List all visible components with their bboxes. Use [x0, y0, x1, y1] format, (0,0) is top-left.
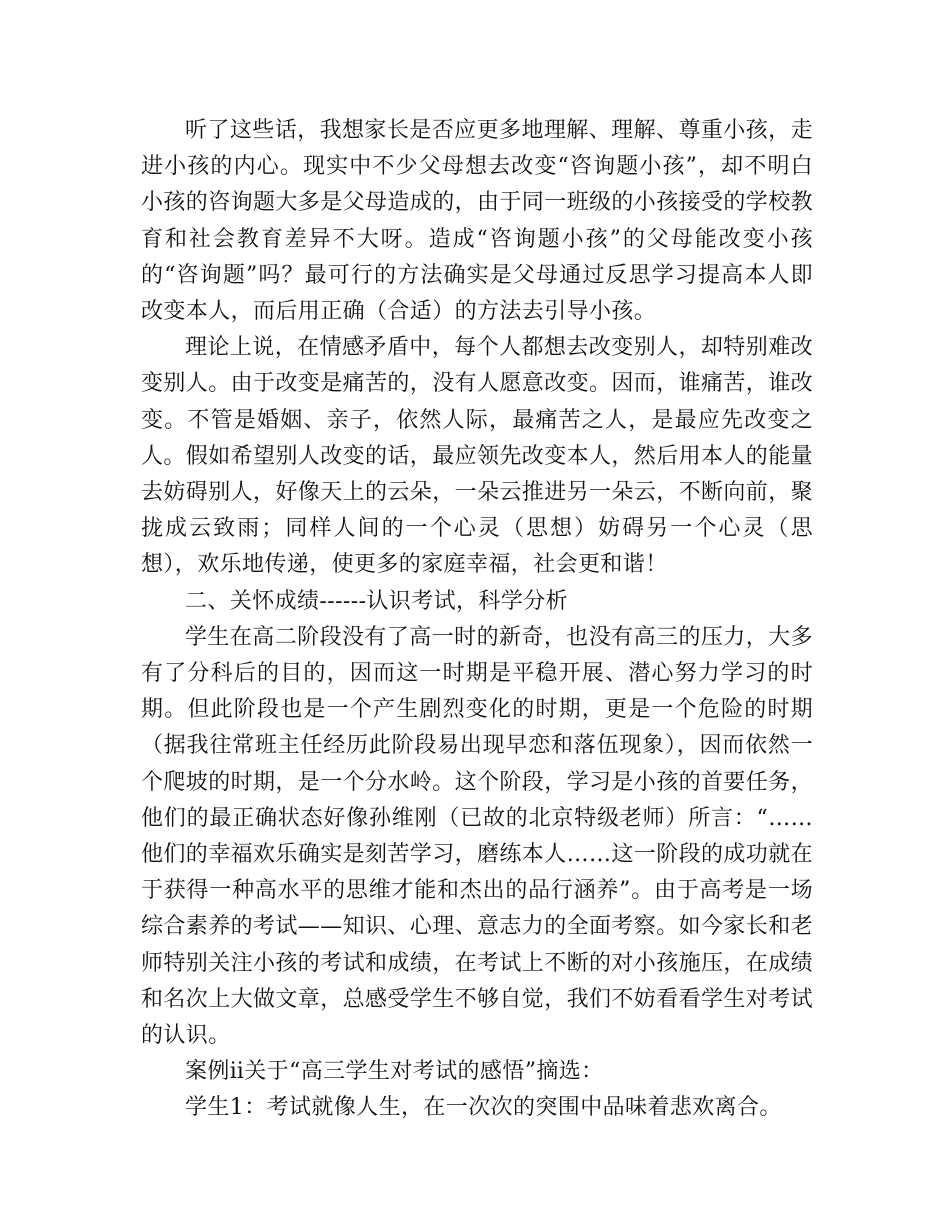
paragraph-change-oneself: 理论上说，在情感矛盾中，每个人都想去改变别人，却特别难改变别人。由于改变是痛苦的，没有人愿意改变。因而，谁痛苦，谁改变。不管是婚姻、亲子，依然人际，最痛苦之人，是最应先改变之人。假如希望别人改变的话，最应领先改变本人，然后用本人的能量去妨碍别人，好像天上的云朵，一朵云推进另一朵云，不断向前，聚拢成云致雨；同样人间的一个心灵（思想）妨碍另一个心灵（思想），欢乐地传递，使更多的家庭幸福，社会更和谐！ — [141, 335, 814, 578]
document-body — [141, 113, 813, 1127]
section-heading-grades: 二、关怀成绩------认识考试，科学分析 — [185, 588, 569, 614]
paragraph-grade-two-stage: 学生在高二阶段没有了高一时的新奇，也没有高三的压力，大多有了分科后的目的，因而这一时期是平稳开展、潜心努力学习的时期。但此阶段也是一个产生剧烈变化的时期，更是一个危险的时期（据我往常班主任经历此阶段易出现早恋和落伍现象），因而依然一个爬坡的时期，是一个分水岭。这个阶段，学习是小孩的首要任务，他们的最正确状态好像孙维刚（已故的北京特级老师）所言：“……他们的幸福欢乐确实是刻苦学习，磨练本人……这一阶段的成功就在于获得一种高水平的思维才能和杰出的品行涵养”。由于高考是一场综合素养的考试——知识、心理、意志力的全面考察。如今家长和老师特别关注小孩的考试和成绩，在考试上不断的对小孩施压，在成绩和名次上大做文章，总感受学生不够自觉，我们不妨看看学生对考试的认识。 — [141, 624, 814, 1049]
paragraph-parent-understanding: 听了这些话，我想家长是否应更多地理解、理解、尊重小孩，走进小孩的内心。现实中不少父母想去改变“咨询题小孩”，却不明白小孩的咨询题大多是父母造成的，由于同一班级的小孩接受的学校教育和社会教育差异不大呀。造成“咨询题小孩”的父母能改变小孩的“咨询题”吗？最可行的方法确实是父母通过反思学习提高本人即改变本人，而后用正确（合适）的方法去引导小孩。 — [141, 118, 814, 325]
paragraph-case-intro: 案例ⅱ关于“高三学生对考试的感悟”摘选： — [185, 1059, 604, 1085]
paragraph-student-quote: 学生1：考试就像人生，在一次次的突围中品味着悲欢离合。 — [185, 1095, 782, 1121]
